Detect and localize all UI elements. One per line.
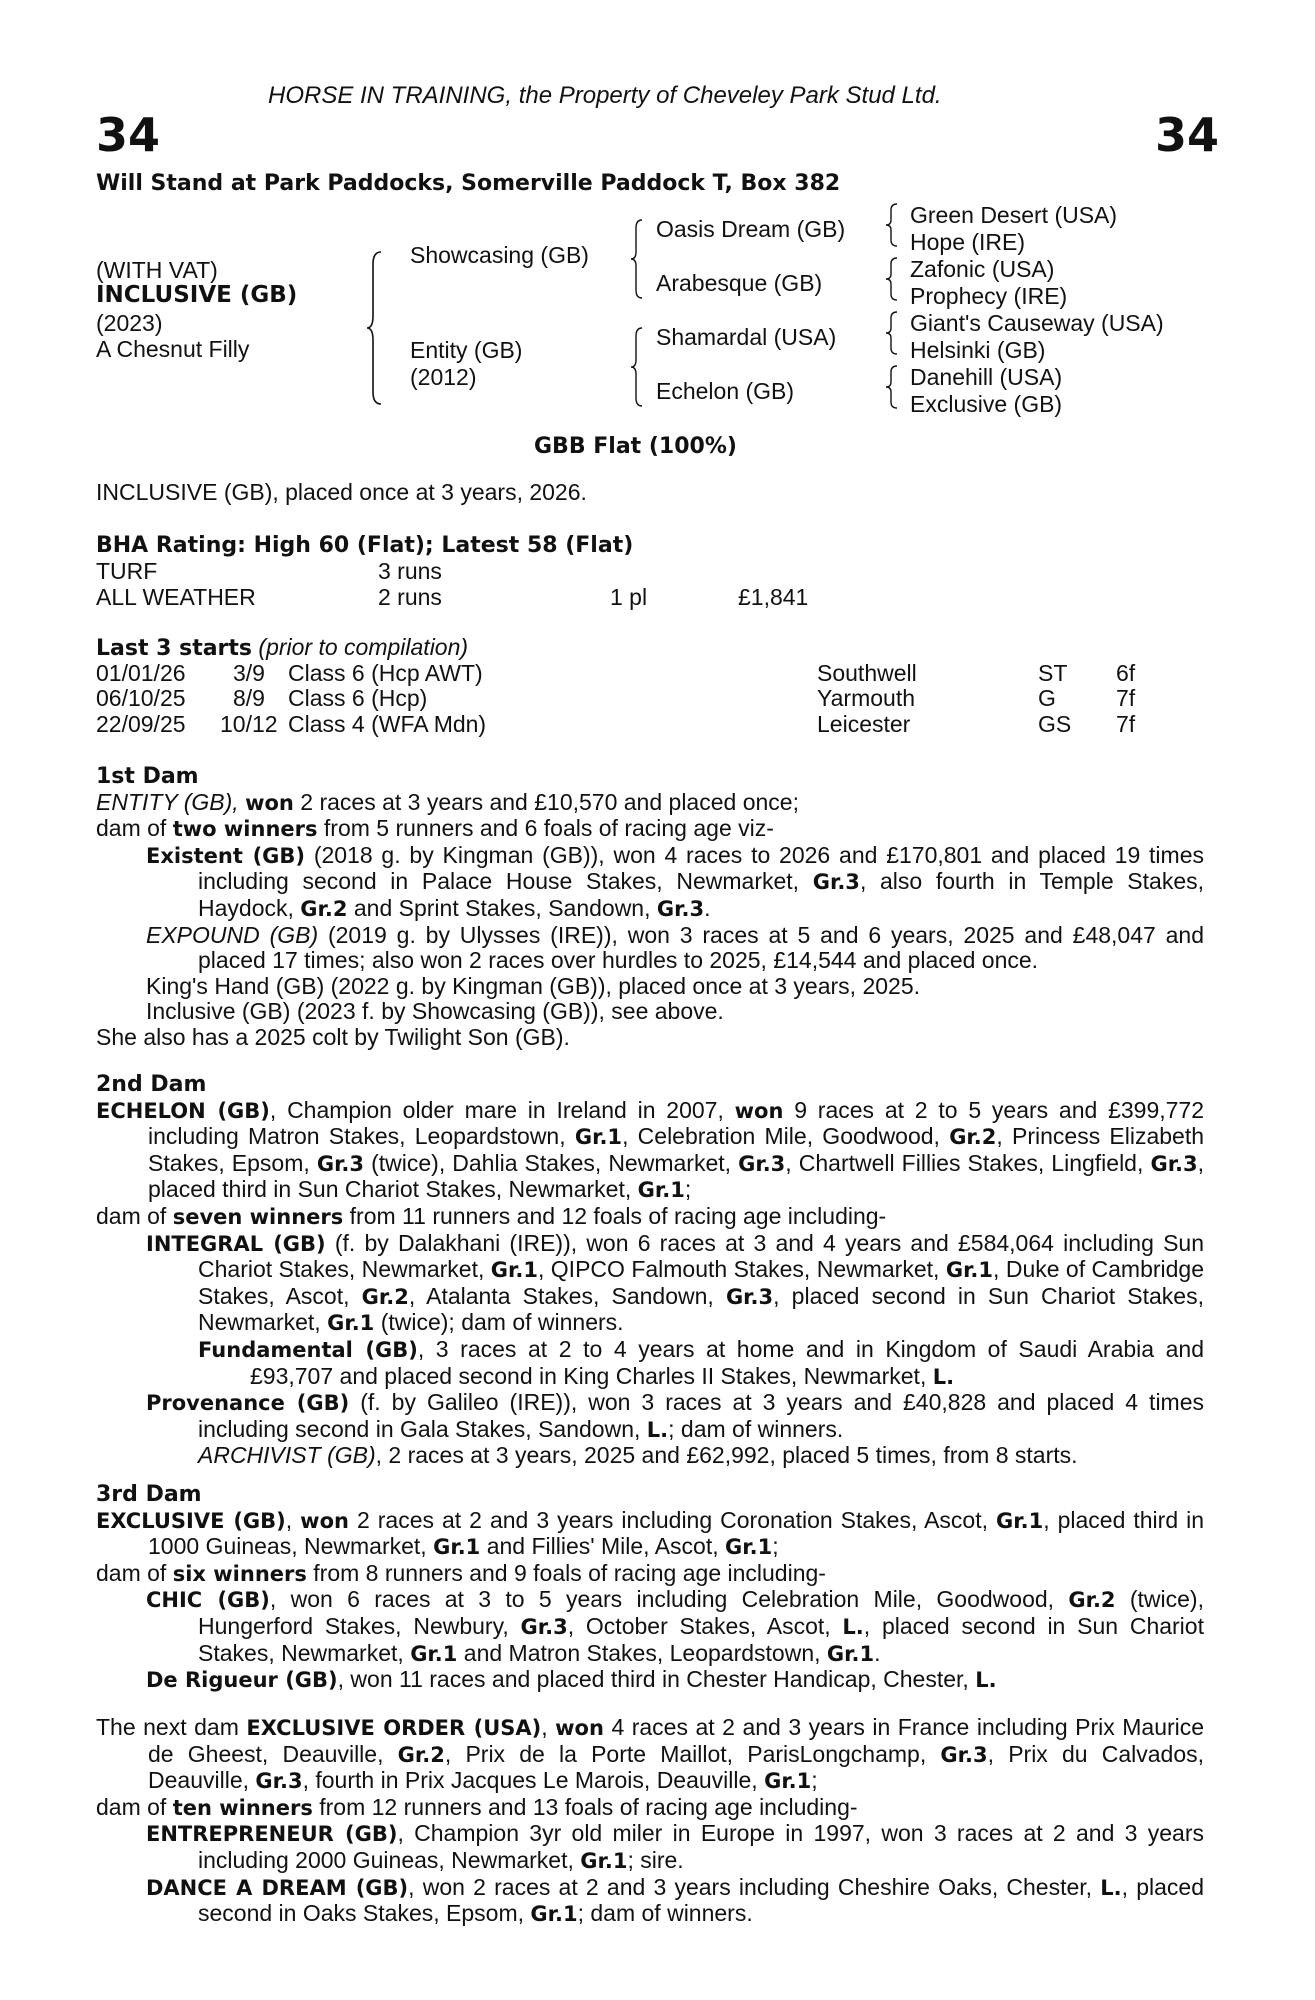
ancestor-8: Exclusive (GB): [910, 391, 1063, 417]
start-distance: 6f: [1116, 660, 1136, 686]
grandsire-3: Shamardal (USA): [656, 324, 837, 350]
stand-location: Will Stand at Park Paddocks, Somerville Paddock T, Box 382: [96, 171, 841, 196]
sire-name: Showcasing (GB): [410, 242, 589, 268]
grandsire-1: Oasis Dream (GB): [656, 216, 846, 242]
progeny-provenance: Provenance (GB) (f. by Galileo (IRE)), won 3 races at 3 years and £40,828 and placed 4 times including second in Gala Stakes, Sandown, L.; dam of winners.: [146, 1389, 1205, 1442]
start-distance: 7f: [1116, 711, 1136, 737]
start-going: GS: [1038, 711, 1072, 737]
bha-rating-heading: BHA Rating: High 60 (Flat); Latest 58 (Flat): [96, 533, 634, 558]
page-title: HORSE IN TRAINING, the Property of Cheveley Park Stud Ltd.: [268, 82, 942, 109]
starts-note: (prior to compilation): [258, 634, 469, 660]
horse-description: A Chesnut Filly: [96, 336, 250, 362]
vat-note: (WITH VAT): [96, 257, 218, 283]
pedigree-brace-icon: [365, 250, 383, 406]
start-going: G: [1038, 685, 1056, 711]
ancestor-1: Green Desert (USA): [910, 202, 1118, 228]
rating-earnings: £1,841: [738, 584, 809, 610]
progeny-integral: INTEGRAL (GB) (f. by Dalakhani (IRE)), won 6 races at 3 and 4 years and £584,064 including Sun Chariot Stakes, Newmarket, Gr.1, QIPCO Falmouth Stakes, Newmarket, Gr.1, Duke of Cambridge Stakes, Ascot, Gr.2, Atalanta Stakes, Sandown, Gr.3, placed second in Sun Chariot Stakes, Newmarket, Gr.1 (twice); dam of winners.: [146, 1229, 1205, 1336]
progeny-existent: Existent (GB) (2018 g. by Kingman (GB)), won 4 races to 2026 and £170,801 and placed 19 times including second in Palace House Stakes, Newmarket, Gr.3, also fourth in Temple Stakes, Haydock, Gr.2 and Sprint Stakes, Sandown, Gr.3.: [146, 841, 1204, 921]
start-date: 01/01/26: [96, 660, 186, 686]
ancestor-7: Danehill (USA): [910, 364, 1063, 390]
brace-icon: [885, 202, 899, 248]
progeny-dance-a-dream: DANCE A DREAM (GB), won 2 races at 2 and 3 years including Cheshire Oaks, Chester, L., placed second in Oaks Stakes, Epsom, Gr.1; dam of winners.: [146, 1873, 1204, 1927]
dam-year: (2012): [410, 364, 477, 390]
start-position: 8/9: [233, 685, 265, 711]
brace-icon: [885, 256, 899, 302]
start-distance: 7f: [1116, 685, 1136, 711]
lot-number-right: 34: [1154, 108, 1219, 162]
brace-icon: [885, 310, 899, 356]
progeny-kings-hand: King's Hand (GB) (2022 g. by Kingman (GB)), placed once at 3 years, 2025.: [146, 972, 921, 999]
first-dam-section: 1st Dam ENTITY (GB), won 2 races at 3 years and £10,570 and placed once; dam of two winners from 5 runners and 6 foals of racing age viz- Existent (GB) (2018 g. by Kingman (GB)), won 4 races to 2026 and £170,801 and placed 19 times including second in Palace House Stakes, Newmarket, Gr.3, also fourth in Temple Stakes, Haydock, Gr.2 and Sprint Stakes, Sandown, Gr.3. EXPOUND (GB) (2019 g. by Ulysses (IRE)), won 3 races at 5 and 6 years, 2025 and £48,047 and placed 17 times; also won 2 races over hurdles to 2025, £14,544 and placed once. King's Hand (GB) (2022 g. by Kingman (GB)), placed once at 3 years, 2025. Inclusive (GB) (2023 f. by Showcasing (GB)), see above. She also has a 2025 colt by Twilight Son (GB).: [96, 764, 1205, 1050]
second-dam-section: 2nd Dam ECHELON (GB), Champion older mare in Ireland in 2007, won 9 races at 2 to 5 years and £399,772 including Matron Stakes, Leopardstown, Gr.1, Celebration Mile, Goodwood, Gr.2, Princess Elizabeth Stakes, Epsom, Gr.3 (twice), Dahlia Stakes, Newmarket, Gr.3, Chartwell Fillies Stakes, Lingfield, Gr.3, placed third in Sun Chariot Stakes, Newmarket, Gr.1; dam of seven winners from 11 runners and 12 foals of racing age including- INTEGRAL (GB) (f. by Dalakhani (IRE)), won 6 races at 3 and 4 years and £584,064 including Sun Chariot Stakes, Newmarket, Gr.1, QIPCO Falmouth Stakes, Newmarket, Gr.1, Duke of Cambridge Stakes, Ascot, Gr.2, Atalanta Stakes, Sandown, Gr.3, placed second in Sun Chariot Stakes, Newmarket, Gr.1 (twice); dam of winners. Fundamental (GB), 3 races at 2 to 4 years at home and in Kingdom of Saudi Arabia and £93,707 and placed second in King Charles II Stakes, Newmarket, L. Provenance (GB) (f. by Galileo (IRE)), won 3 races at 3 years and £40,828 and placed 4 times including second in Gala Stakes, Sandown, L.; dam of winners. ARCHIVIST (GB), 2 races at 3 years, 2025 and £62,992, placed 5 times, from 8 starts.: [96, 1072, 1205, 1469]
start-course: Leicester: [817, 711, 911, 737]
start-race: Class 4 (WFA Mdn): [288, 711, 487, 737]
starts-heading: Last 3 starts: [96, 636, 253, 661]
lot-number-left: 34: [96, 108, 161, 162]
grandsire-4: Echelon (GB): [656, 378, 795, 404]
sire-brace-icon: [630, 218, 644, 300]
start-going: ST: [1038, 660, 1068, 686]
progeny-chic: CHIC (GB), won 6 races at 3 to 5 years including Celebration Mile, Goodwood, Gr.2 (twice), Hungerford Stakes, Newbury, Gr.3, October Stakes, Ascot, L., placed second in Sun Chariot Stakes, Newmarket, Gr.1 and Matron Stakes, Leopardstown, Gr.1.: [146, 1586, 1204, 1666]
rating-surface: TURF: [96, 558, 158, 584]
dam-brace-icon: [630, 326, 644, 408]
start-date: 22/09/25: [96, 711, 186, 737]
horse-name: INCLUSIVE (GB): [96, 282, 298, 308]
next-dam-section: The next dam EXCLUSIVE ORDER (USA), won 4 races at 2 and 3 years in France including Prix Maurice de Gheest, Deauville, Gr.2, Prix de la Porte Maillot, ParisLongchamp, Gr.3, Prix du Calvados, Deauville, Gr.3, fourth in Prix Jacques Le Marois, Deauville, Gr.1; dam of ten winners from 12 runners and 13 foals of racing age including- ENTREPRENEUR (GB), Champion 3yr old miler in Europe in 1997, won 3 races at 2 and 3 years including 2000 Guineas, Newmarket, Gr.1; sire. DANCE A DREAM (GB), won 2 races at 2 and 3 years including Cheshire Oaks, Chester, L., placed second in Oaks Stakes, Epsom, Gr.1; dam of winners.: [96, 1714, 1205, 1927]
dam-name: Entity (GB): [410, 337, 523, 363]
ancestor-4: Prophecy (IRE): [910, 283, 1068, 309]
rating-surface: ALL WEATHER: [96, 584, 256, 610]
progeny-fundamental: Fundamental (GB), 3 races at 2 to 4 years at home and in Kingdom of Saudi Arabia and £93,707 and placed second in King Charles II Stakes, Newmarket, L.: [198, 1335, 1205, 1389]
ancestor-2: Hope (IRE): [910, 229, 1026, 255]
second-dam-heading: 2nd Dam: [96, 1072, 207, 1097]
grandsire-2: Arabesque (GB): [656, 270, 823, 296]
rating-runs: 3 runs: [378, 558, 442, 584]
summary-line: INCLUSIVE (GB), placed once at 3 years, 2026.: [96, 479, 587, 505]
ancestor-6: Helsinki (GB): [910, 337, 1046, 363]
start-date: 06/10/25: [96, 685, 186, 711]
start-course: Southwell: [817, 660, 917, 686]
start-race: Class 6 (Hcp): [288, 685, 428, 711]
third-dam-section: 3rd Dam EXCLUSIVE (GB), won 2 races at 2 and 3 years including Coronation Stakes, Ascot, Gr.1, placed third in 1000 Guineas, Newmarket, Gr.1 and Fillies' Mile, Ascot, Gr.1; dam of six winners from 8 runners and 9 foals of racing age including- CHIC (GB), won 6 races at 3 to 5 years including Celebration Mile, Goodwood, Gr.2 (twice), Hungerford Stakes, Newbury, Gr.3, October Stakes, Ascot, L., placed second in Sun Chariot Stakes, Newmarket, Gr.1 and Matron Stakes, Leopardstown, Gr.1. De Rigueur (GB), won 11 races and placed third in Chester Handicap, Chester, L.: [96, 1482, 1205, 1693]
starts-heading-line: [96, 634, 468, 661]
foaling-year: (2023): [96, 310, 163, 336]
brace-icon: [885, 364, 899, 410]
gbb-rating: GBB Flat (100%): [534, 434, 737, 459]
rating-placed: 1 pl: [610, 584, 648, 610]
progeny-expound: EXPOUND (GB) (2019 g. by Ulysses (IRE)), won 3 races at 5 and 6 years, 2025 and £48,047 and placed 17 times; also won 2 races over hurdles to 2025, £14,544 and placed once.: [146, 921, 1205, 974]
start-race: Class 6 (Hcp AWT): [288, 660, 483, 686]
ancestor-5: Giant's Causeway (USA): [910, 310, 1164, 336]
progeny-de-rigueur: De Rigueur (GB), won 11 races and placed third in Chester Handicap, Chester, L.: [146, 1666, 997, 1693]
progeny-entrepreneur: ENTREPRENEUR (GB), Champion 3yr old miler in Europe in 1997, won 3 races at 2 and 3 years including 2000 Guineas, Newmarket, Gr.1; sire.: [146, 1820, 1204, 1873]
progeny-inclusive: Inclusive (GB) (2023 f. by Showcasing (GB)), see above.: [146, 998, 724, 1025]
start-course: Yarmouth: [817, 685, 916, 711]
first-dam-heading: 1st Dam: [96, 764, 199, 789]
progeny-archivist: ARCHIVIST (GB), 2 races at 3 years, 2025 and £62,992, placed 5 times, from 8 starts.: [198, 1442, 1078, 1469]
start-position: 3/9: [233, 660, 265, 686]
ancestor-3: Zafonic (USA): [910, 256, 1055, 282]
rating-runs: 2 runs: [378, 584, 442, 610]
colt-note: She also has a 2025 colt by Twilight Son (GB).: [96, 1023, 570, 1050]
third-dam-heading: 3rd Dam: [96, 1482, 202, 1507]
start-position: 10/12: [220, 711, 278, 737]
